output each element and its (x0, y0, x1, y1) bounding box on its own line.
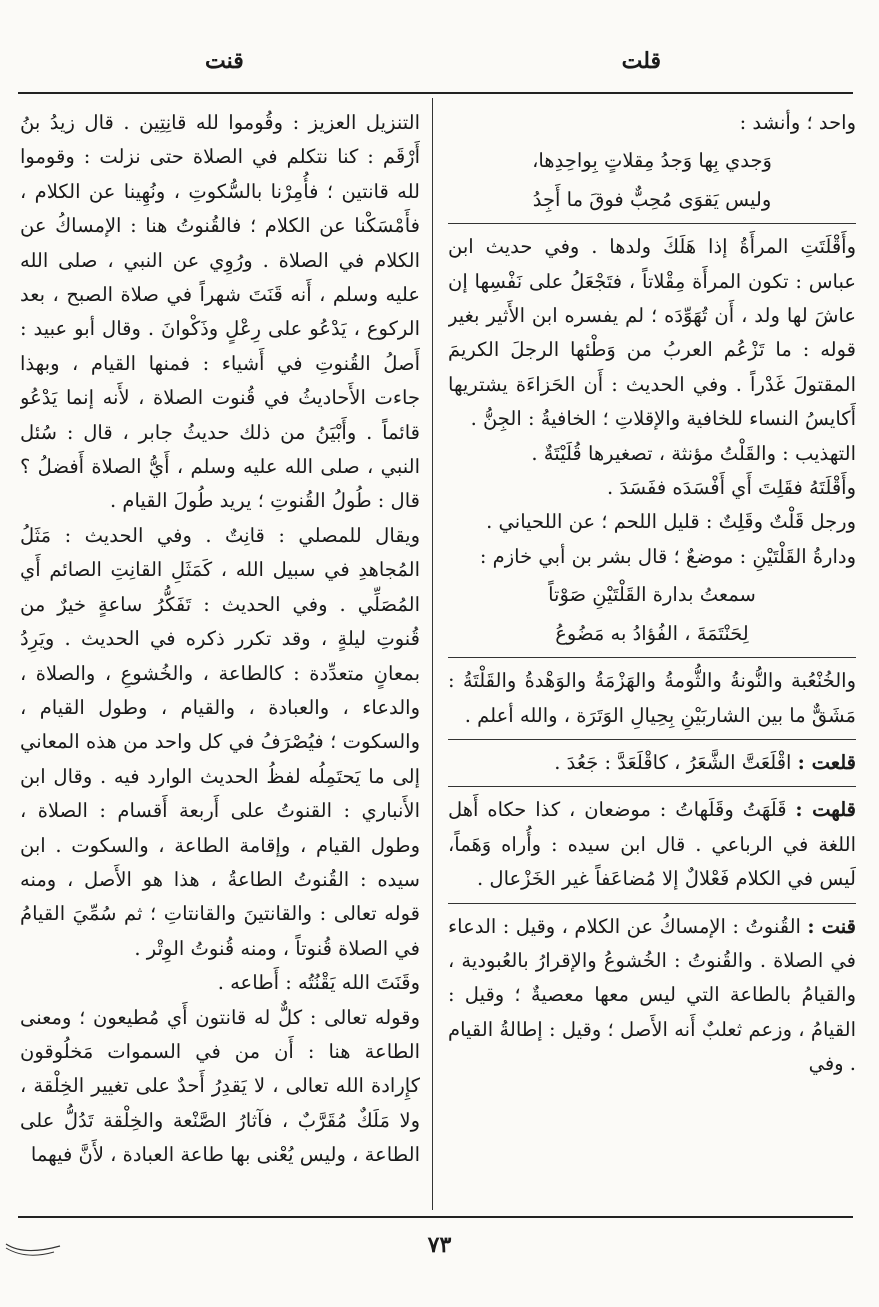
paragraph: وقوله تعالى : كلٌّ له قانتون أَي مُطيعون ؛ ومعنى الطاعة هنا : أَن من في السموات مَخلُوقون كإِرادة الله تعالى ، لا يَقدِرُ أَحدٌ على تغيير الخِلْقة ، ولا مَلَكٌ مُقَرَّبٌ ، فآثارُ الصَّنْعة والخِلْقة تَدُلُّ على الطاعة ، وليس يُعْنى بها طاعة العبادة ، لأَنَّ فيهما (20, 1005, 420, 1167)
paragraph: ورجل قَلْتٌ وقَلِتٌ : قليل اللحم ؛ عن اللحياني . (486, 510, 856, 534)
paragraph: وأَقْلَتَتِ المرأَةُ إذا هَلَكَ ولدها . وفي حديث ابن عباس : تكون المرأَة مِقْلاتاً ، فتَجْعَلُ على نَفْسِها إن عاشَ لها ولد ، أَن تُهَوِّدَه ؛ لم يفسره ابن الأَثير بغير قوله : ما تَزْعُم العربُ من وَطْئها الرجلَ الكريمَ المقتولَ غَدْراً . وفي الحديث : أَن الحَزاءَة يشتريها أَكايسُ النساء للخافية والإقلاتِ ؛ الخافيةُ : الجِنُّ . (448, 223, 856, 436)
footer-rule (18, 1216, 853, 1218)
left-column (20, 106, 420, 1210)
entry-headword: قلعت : (797, 750, 856, 774)
header-right-title: قلت (621, 48, 661, 74)
entry-qalaat (448, 739, 856, 780)
verse-line: سمعتُ بدارة القَلْتَيْنِ صَوْتاً (548, 583, 756, 607)
column-divider (432, 98, 433, 1210)
page-number: ٧٣ (427, 1232, 452, 1258)
entry-headword: قنت : (807, 914, 856, 938)
entry-body: اقْلَعَتَّ الشَّعَرُ ، كاقْلَعَدَّ : جَعُدَ . (554, 750, 792, 774)
paragraph: وقَنَتَ الله يَقْنُتُه : أَطاعه . (217, 971, 420, 995)
verse-line: لِحَنْتَمَةَ ، الفُؤادُ به مَضُوعُ (555, 621, 749, 645)
right-column (448, 106, 856, 1210)
verse-line: وليس يَقوَى مُحِبٌّ فوقَ ما أَجِدُ (532, 187, 772, 211)
entry-headword: قلهت : (795, 798, 856, 822)
header-left-title: قنت (205, 48, 244, 74)
page-header (0, 48, 879, 88)
entry-qalhat (448, 786, 856, 896)
paragraph: التهذيب : والقَلْتُ مؤنثة ، تصغيرها قُلَيْتَةٌ . (531, 441, 856, 465)
paragraph: والخُنْعُبة والنُّونةُ والثُّومةُ والهَزْمَةُ والوَهْدةُ والقَلْتَةُ : مَشَقٌّ ما بين الشاربَيْنِ بِحِيالِ الوَتَرَة ، والله أعلم . (448, 657, 856, 733)
verse-line: وَجدي بِها وَجدُ مِقلاتٍ بِواحِدِها، (532, 149, 772, 173)
paragraph: وأَقْلَتَهُ فقَلِتَ أَي أَفْسَدَه ففَسَدَ . (606, 476, 856, 500)
header-rule (18, 92, 853, 94)
paragraph: التنزيل العزيز : وقُوموا لله قانِتِين . قال زيدُ بنُ أَرْقَم : كنا نتكلم في الصلاة حتى نزلت : وقوموا لله قانتين ؛ فأُمِرْنا بالسُّكوتِ ، ونُهِينا عن الكلام ، فأَمْسَكْنا عن الكلام ؛ فالقُنوتُ هنا : الإمساكُ عن الكلام في الصلاة . ورُوِي عن النبي ، صلى الله عليه وسلم ، أَنه قَنَتَ شهراً في صلاة الصبح ، بعد الركوع ، يَدْعُو على رِعْلٍ وذَكْوانَ . وقال أبو عبيد : أَصلُ القُنوتِ في أَشياء : فمنها القيام ، وبهذا جاءت الأَحاديثُ في قُنوت الصلاة ، لأَنه إنما يَدْعُو قائماً . وأَبْيَنُ من ذلك حديثُ جابر ، قال : سُئل النبي ، صلى الله عليه وسلم ، أَيُّ الصلاة أَفضلُ ؟ قال : طُولُ القُنوتِ ؛ يريد طُولَ القيام . (20, 111, 420, 513)
paragraph: ودارةُ القَلْتَيْنِ : موضعٌ ؛ قال بشر بن أبي خازم : (479, 544, 856, 568)
entry-body: القُنوتُ : الإمساكُ عن الكلام ، وقيل : الدعاء في الصلاة . والقُنوتُ : الخُشوعُ والإقرارُ بالعُبودية ، والقيامُ بالطاعة التي ليس معها معصيةٌ ؛ وقيل : القيامُ ، وزعم ثعلبٌ أَنه الأَصل ؛ وقيل : إطالةُ القيام . وفي (448, 914, 856, 1076)
entry-body: قَلَهَتُ وقَلَهاتُ : موضعان ، كذا حكاه أَهل اللغة في الرباعي . قال ابن سيده : وأُراه وَهَماً، لَيس في الكلام فَعْلالٌ إلا مُضاعَفاً غير الخَزْعال . (448, 798, 856, 891)
entry-qanat (448, 903, 856, 1082)
paragraph: ويقال للمصلي : قانِتٌ . وفي الحديث : مَثَلُ المُجاهدِ في سبيل الله ، كَمَثَلِ القانِتِ الصائم أَي المُصَلِّي . وفي الحديث : تَفَكُّرُ ساعةٍ خيرٌ من قُنوتِ ليلةٍ ، وقد تكرر ذكره في الحديث . ويَرِدُ بمعانٍ متعدِّدة : كالطاعة ، والخُشوعِ ، والصلاة ، والدعاء ، والعبادة ، والقيام ، وطول القيام ، والسكوت ؛ فيُصْرَفُ في كل واحد من هذه المعاني إلى ما يَحتَمِلُه لفظُ الحديث الوارد فيه . وقال ابن الأَنباري : القنوتُ على أَربعة أَقسام : الصلاة ، وطول القيام ، وإقامة الطاعة ، والسكوت . ابن سيده : القُنوتُ الطاعةُ ، هذا هو الأَصل ، ومنه قوله تعالى : والقانتينَ والقانتاتِ ؛ ثم سُمِّيَ القيامُ في الصلاة قُنوتاً ، ومنه قُنوتُ الوِتْر . (20, 523, 420, 960)
paragraph: واحد ؛ وأنشد : (739, 111, 856, 134)
